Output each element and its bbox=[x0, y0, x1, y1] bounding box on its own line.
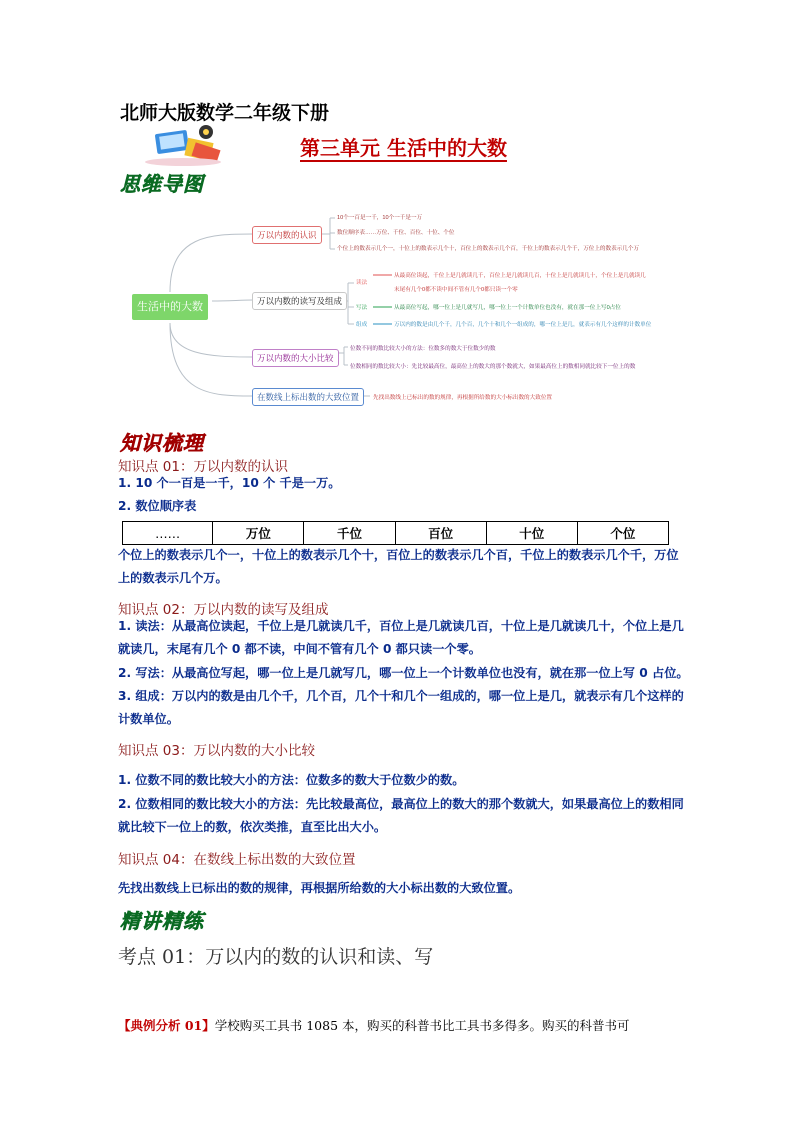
kp4-title: 知识点 04：在数线上标出数的大致位置 bbox=[118, 852, 356, 868]
table-cell-qian: 千位 bbox=[304, 522, 395, 545]
mindmap-center-node: 生活中的大数 bbox=[132, 294, 208, 320]
table-cell-ellipsis: …… bbox=[123, 522, 213, 545]
example-line bbox=[118, 1016, 630, 1034]
mindmap-b2-read-2: 末尾有几个0都不读中间不管有几个0都只读一个零 bbox=[394, 287, 518, 293]
kp2-line-1a: 1. 读法：从最高位读起，千位上是几就读几千，百位上是几就读几百，十位上是几就读几十，个位上是几 bbox=[118, 619, 684, 633]
decorative-illustration bbox=[138, 122, 228, 167]
mindmap-b4-item-1: 先找出数线上已标出的数的规律，再根据所给数的大小标出数的大致位置 bbox=[373, 395, 553, 401]
mindmap-b1-item-2: 数位顺序表……万位、千位、百位、十位、个位 bbox=[337, 230, 455, 236]
kp3-line-2a: 2. 位数相同的数比较大小的方法：先比较最高位，最高位上的数大的那个数就大，如果最高位上的数相同 bbox=[118, 797, 684, 811]
table-cell-shi: 十位 bbox=[486, 522, 577, 545]
section-mindmap-heading: 思维导图 bbox=[120, 172, 204, 196]
kp2-line-1b: 就读几，末尾有几个 0 都不读，中间不管有几个 0 都只读一个零。 bbox=[118, 642, 481, 656]
kp2-title: 知识点 02：万以内数的读写及组成 bbox=[118, 602, 329, 618]
table-cell-wan: 万位 bbox=[213, 522, 304, 545]
kp3-line-1: 1. 位数不同的数比较大小的方法：位数多的数大于位数少的数。 bbox=[118, 773, 465, 787]
mindmap-b1-item-3: 个位上的数表示几个一，十位上的数表示几个十，百位上的数表示几个百，千位上的数表示几个千，万位上的数表示几个万 bbox=[337, 246, 640, 252]
kp4-line-1: 先找出数线上已标出的数的规律，再根据所给数的大小标出数的大致位置。 bbox=[118, 881, 521, 895]
example-text: 学校购买工具书 1085 本，购买的科普书比工具书多得多。购买的科普书可 bbox=[214, 1018, 630, 1033]
mindmap-b3-item-2: 位数相同的数比较大小：先比较最高位，最高位上的数大的那个数就大，如果最高位上的数相同就比较下一位上的数 bbox=[350, 364, 636, 370]
example-tag: 【典例分析 01】 bbox=[118, 1018, 215, 1033]
section-knowledge-heading: 知识梳理 bbox=[120, 431, 204, 455]
mindmap-branch-2: 万以内数的读写及组成 bbox=[252, 292, 347, 310]
kp1-line-2: 2. 数位顺序表 bbox=[118, 499, 197, 513]
kp1-para-a: 个位上的数表示几个一，十位上的数表示几个十，百位上的数表示几个百，千位上的数表示几个千，万位 bbox=[118, 548, 679, 562]
mindmap-b2-tag-read: 读法 bbox=[356, 280, 368, 286]
kp2-line-3b: 计数单位。 bbox=[118, 712, 179, 726]
mind-map bbox=[130, 205, 690, 410]
mindmap-branch-1: 万以内数的认识 bbox=[252, 226, 322, 244]
kaodian-title: 考点 01：万以内的数的认识和读、写 bbox=[118, 946, 434, 968]
kp1-title: 知识点 01：万以内数的认识 bbox=[118, 459, 288, 475]
kp2-line-3a: 3. 组成：万以内的数是由几个千，几个百，几个十和几个一组成的，哪一位上是几，就表示有几个这样的 bbox=[118, 689, 684, 703]
mindmap-b2-tag-write: 写法 bbox=[356, 305, 368, 311]
kp1-para-b: 上的数表示几个万。 bbox=[118, 571, 228, 585]
section-practice-heading: 精讲精练 bbox=[120, 909, 204, 933]
place-value-table bbox=[122, 521, 669, 545]
mindmap-b1-item-1: 10个一百是一千，10个一千是一万 bbox=[337, 215, 423, 221]
mindmap-b2-compose-1: 万以内的数是由几个千，几个百，几个十和几个一组成的，哪一位上是几，就表示有几个这样的计数单位 bbox=[394, 322, 652, 328]
table-cell-ge: 个位 bbox=[577, 522, 668, 545]
mindmap-b2-read-1: 从最高位读起，千位上是几就读几千，百位上是几就读几百，十位上是几就读几十，个位上是几就读几 bbox=[394, 273, 646, 279]
table-row bbox=[123, 522, 669, 545]
mindmap-branch-4: 在数线上标出数的大致位置 bbox=[252, 388, 364, 406]
mindmap-b2-write-1: 从最高位写起，哪一位上是几就写几，哪一位上一个计数单位也没有，就在那一位上写0占位 bbox=[394, 305, 621, 311]
book-title: 北师大版数学二年级下册 bbox=[120, 102, 330, 124]
kp3-line-2b: 就比较下一位上的数，依次类推，直至比出大小。 bbox=[118, 820, 387, 834]
kp2-line-2: 2. 写法：从最高位写起，哪一位上是几就写几，哪一位上一个计数单位也没有，就在那一位上写 0 占位。 bbox=[118, 666, 689, 680]
mindmap-branch-3: 万以内数的大小比较 bbox=[252, 349, 339, 367]
kp3-title: 知识点 03：万以内数的大小比较 bbox=[118, 743, 315, 759]
unit-title: 第三单元 生活中的大数 bbox=[300, 136, 507, 160]
mindmap-b2-tag-compose: 组成 bbox=[356, 322, 368, 328]
table-cell-bai: 百位 bbox=[395, 522, 486, 545]
mindmap-b3-item-1: 位数不同的数比较大小的方法：位数多的数大于位数少的数 bbox=[350, 346, 496, 352]
kp1-line-1: 1. 10 个一百是一千，10 个 千是一万。 bbox=[118, 476, 341, 490]
